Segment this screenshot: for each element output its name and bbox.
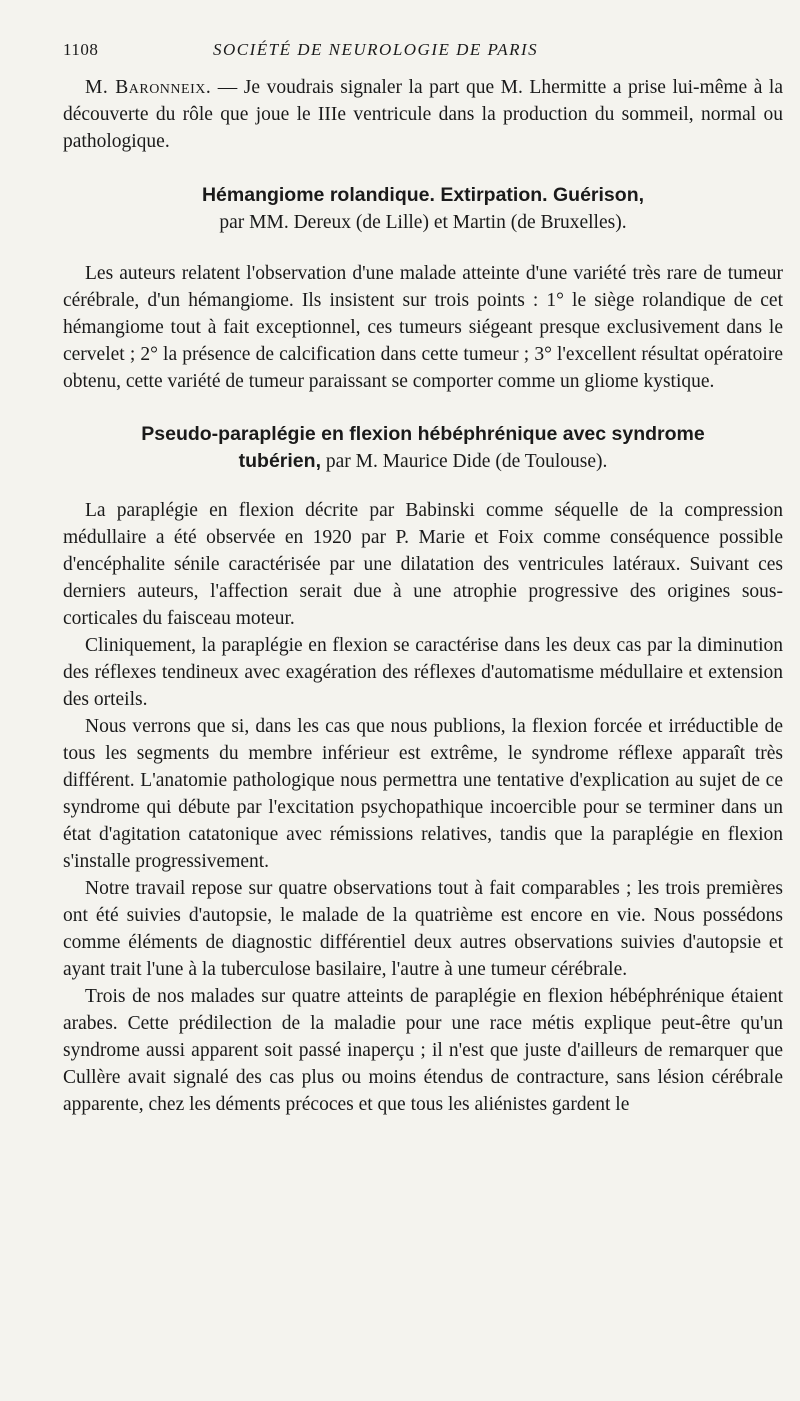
intervention-speaker: M. Baronneix. — [85, 77, 212, 98]
article2-paragraph-5: Trois de nos malades sur quatre atteints de paraplégie en flexion hébéphrénique étaient arabes. Cette prédilection de la maladie pour une race métis explique peut-être qu'un syndrome aussi apparent soit passé inaperçu ; il n'est que juste d'ailleurs de remarquer que Cullère avait signalé des cas plus ou moins étendus de contracture, sans lésion cérébrale apparente, chez les déments précoces et que tous les aliénistes gardent le — [63, 986, 783, 1115]
article2-paragraph-2: Cliniquement, la paraplégie en flexion se caractérise dans les deux cas par la diminution des réflexes tendineux avec exagération des réflexes d'automatisme médullaire et extension des orteils. — [63, 635, 783, 710]
article1-title-text: Hémangiome rolandique. Extirpation. Guérison, — [201, 184, 645, 206]
article2-title-line1: Pseudo-paraplégie en flexion hébéphrénique avec syndrome — [141, 423, 705, 445]
article1-paragraph-1: Les auteurs relatent l'observation d'une malade atteinte d'une variété très rare de tumeur cérébrale, d'un hémangiome. Ils insistent sur trois points : 1° le siège rolandique de cet hémangiome tout à fait exceptionnel, ces tumeurs siégeant presque exclusivement dans le cervelet ; 2° la présence de calcification dans cette tumeur ; 3° l'excellent résultat opératoire obtenu, cette variété de tumeur paraissant se comporter comme un gliome kystique. — [63, 263, 783, 392]
article1-authors: par MM. Dereux (de Lille) et Martin (de Bruxelles). — [219, 212, 627, 233]
running-head — [63, 40, 783, 74]
article2-title-line2-wrap — [63, 448, 783, 475]
journal-page — [63, 40, 783, 1118]
article1-body — [63, 260, 783, 395]
article2-title — [63, 421, 783, 475]
article2-paragraph-4: Notre travail repose sur quatre observations tout à fait comparables ; les trois premières ont été suivies d'autopsie, le malade de la quatrième est encore en vie. Nous possédons comme éléments de diagnostic différentiel deux autres observations suivies d'autopsie et ayant trait l'une à la tuberculose basilaire, l'autre à une tumeur cérébrale. — [63, 878, 783, 980]
article2-paragraph-3: Nous verrons que si, dans les cas que nous publions, la flexion forcée et irréductible de tous les segments du membre inférieur est extrême, le syndrome réflexe apparaît très différent. L'anatomie pathologique nous permettra une tentative d'explication au sujet de ce syndrome qui débute par l'excitation psychopathique incoercible pour se terminer dans un état d'agitation catatonique avec rémissions relatives, tandis que la paraplégie en flexion s'installe progressivement. — [63, 716, 783, 872]
article2-title-line2: tubérien, — [238, 450, 321, 472]
journal-title: SOCIÉTÉ DE NEUROLOGIE DE PARIS — [213, 40, 539, 59]
article1-title — [63, 182, 783, 236]
intervention-text: — Je voudrais signaler la part que M. Lhermitte a prise lui-même à la découverte du rôle que joue le IIIe ventricule dans la production du sommeil, normal ou pathologique. — [63, 77, 783, 152]
page-number: 1108 — [63, 40, 99, 59]
article2-authors: par M. Maurice Dide (de Toulouse). — [320, 451, 608, 472]
article2-body — [63, 497, 783, 1118]
article2-paragraph-1: La paraplégie en flexion décrite par Babinski comme séquelle de la compression médullaire a été observée en 1920 par P. Marie et Foix comme conséquence possible d'encéphalite sénile caractérisée par une dilatation des ventricules latéraux. Suivant ces derniers auteurs, l'affection serait due à une atrophie progressive des origines sous-corticales du faisceau moteur. — [63, 500, 783, 629]
intervention-paragraph — [63, 74, 783, 155]
